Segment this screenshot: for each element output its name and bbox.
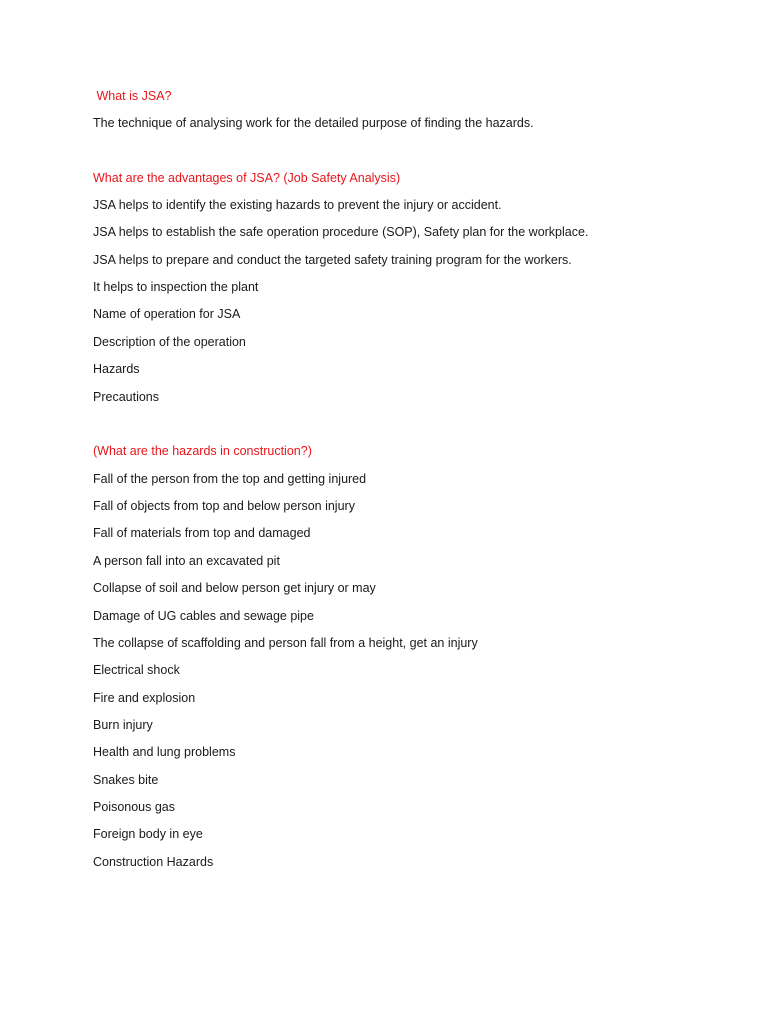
hazard-item: Snakes bite	[93, 773, 159, 787]
hazard-item: A person fall into an excavated pit	[93, 554, 280, 568]
advantage-item: Hazards	[93, 362, 140, 376]
hazard-item: Foreign body in eye	[93, 827, 203, 841]
hazard-item: Poisonous gas	[93, 800, 176, 814]
hazard-item: Fire and explosion	[93, 691, 196, 705]
advantage-item: It helps to inspection the plant	[93, 280, 259, 294]
hazard-item: Electrical shock	[93, 663, 180, 677]
hazard-item: Fall of the person from the top and getting injured	[93, 472, 367, 486]
advantage-item: JSA helps to prepare and conduct the targeted safety training program for the workers.	[93, 253, 572, 267]
advantage-item: Description of the operation	[93, 335, 246, 349]
hazard-item: Construction Hazards	[93, 855, 214, 869]
advantage-item: Name of operation for JSA	[93, 307, 241, 321]
hazards-heading: (What are the hazards in construction?)	[93, 444, 312, 458]
hazard-item: Health and lung problems	[93, 745, 236, 759]
hazard-item: The collapse of scaffolding and person fall from a height, get an injury	[93, 636, 478, 650]
jsa-heading: What is JSA?	[93, 89, 172, 103]
hazard-item: Collapse of soil and below person get injury or may	[93, 581, 376, 595]
hazard-item: Fall of objects from top and below person injury	[93, 499, 355, 513]
hazard-item: Fall of materials from top and damaged	[93, 526, 311, 540]
hazard-item: Burn injury	[93, 718, 153, 732]
hazard-item: Damage of UG cables and sewage pipe	[93, 609, 314, 623]
advantage-item: JSA helps to identify the existing hazards to prevent the injury or accident.	[93, 198, 502, 212]
jsa-definition: The technique of analysing work for the detailed purpose of finding the hazards.	[93, 116, 534, 130]
advantages-heading: What are the advantages of JSA? (Job Safety Analysis)	[93, 171, 401, 185]
advantage-item: JSA helps to establish the safe operation procedure (SOP), Safety plan for the workplace.	[93, 225, 589, 239]
advantage-item: Precautions	[93, 390, 160, 404]
